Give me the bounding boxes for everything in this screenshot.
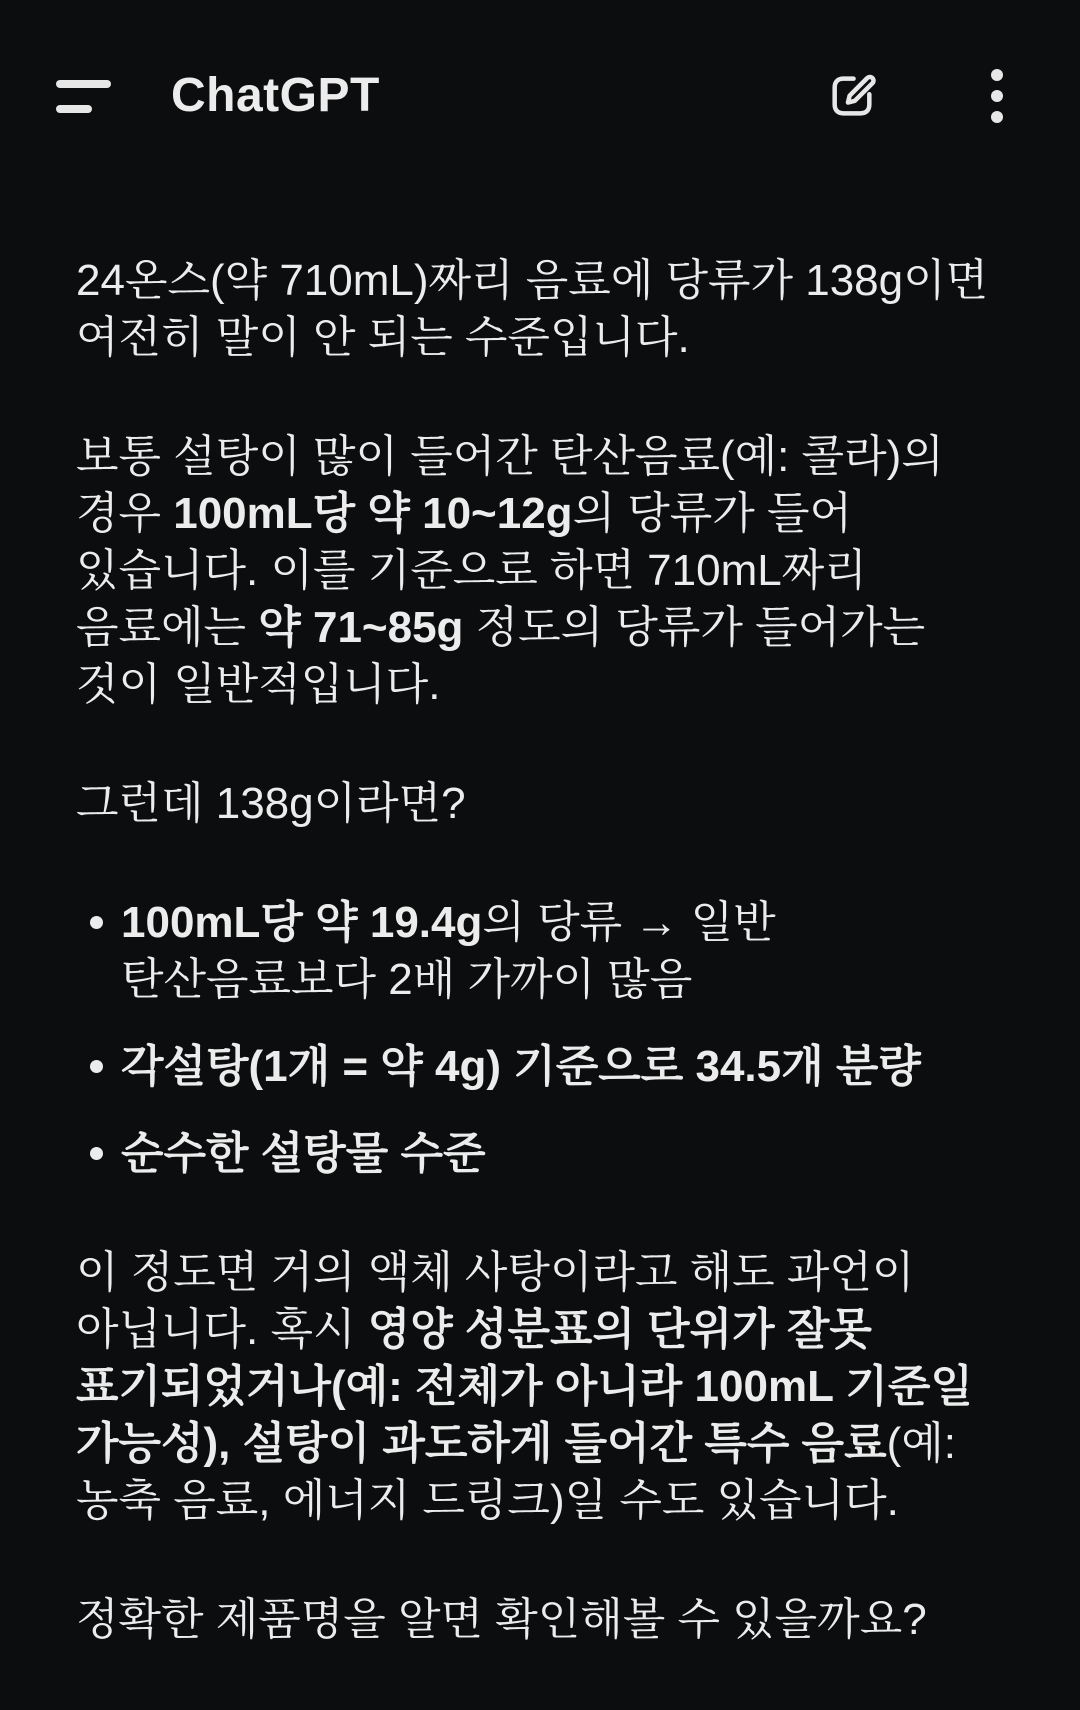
text-run: 정확한 제품명을 알면 확인해볼 수 있을까요? <box>76 1595 927 1644</box>
bullet-list <box>76 894 1010 1182</box>
bold-text-run: 각설탕(1개 = 약 4g) 기준으로 34.5개 분량 <box>121 1042 921 1091</box>
message-paragraph <box>76 428 1010 713</box>
text-run: 24온스(약 710mL)짜리 음료에 당류가 138g이면 여전히 말이 안 되는 수준입니다. <box>76 256 989 362</box>
text-run: 이 정도면 거의 액체 사탕이라고 해도 과언이 아닙니다. 혹시 <box>76 1248 915 1354</box>
message-paragraph <box>76 1244 1010 1529</box>
bullet-item <box>76 1038 1010 1095</box>
app-title[interactable]: ChatGPT <box>171 69 380 122</box>
kebab-menu-icon <box>991 69 1003 123</box>
assistant-message <box>0 252 1080 1710</box>
bold-text-run: 100mL당 약 10~12g <box>173 489 573 538</box>
message-paragraph <box>76 775 1010 832</box>
text-run: (예: 농축 음료, 에너지 드링크)일 수도 있습니다. <box>76 1419 956 1525</box>
text-run: 의 당류가 들어 있습니다. 이를 기준으로 하면 710mL짜리 음료에는 <box>76 489 867 652</box>
text-run: 그런데 138g이라면? <box>76 779 466 828</box>
compose-icon <box>825 69 879 123</box>
menu-button[interactable] <box>56 80 111 113</box>
text-run: 정도의 당류가 들어가는 것이 일반적입니다. <box>76 603 926 709</box>
message-paragraph <box>76 1591 1010 1648</box>
bold-text-run: 영양 성분표의 단위가 잘못 표기되었거나(예: 전체가 아니라 100mL 기준일 가능성), 설탕이 과도하게 들어간 특수 음료 <box>76 1305 973 1468</box>
bold-text-run: 약 71~85g <box>258 603 464 652</box>
bold-text-run: 100mL당 약 19.4g <box>121 898 483 947</box>
new-chat-button[interactable] <box>825 69 879 123</box>
menu-icon <box>56 80 111 113</box>
app-header <box>0 58 1080 134</box>
text-run: 의 당류 → 일반 탄산음료보다 2배 가까이 많음 <box>121 898 776 1004</box>
bold-text-run: 순수한 설탕물 수준 <box>121 1129 486 1178</box>
bullet-item <box>76 894 1010 1008</box>
text-run: 보통 설탕이 많이 들어간 탄산음료(예: 콜라)의 경우 <box>76 432 944 538</box>
more-options-button[interactable] <box>991 69 1003 123</box>
bullet-item <box>76 1125 1010 1182</box>
message-paragraph <box>76 252 1010 366</box>
